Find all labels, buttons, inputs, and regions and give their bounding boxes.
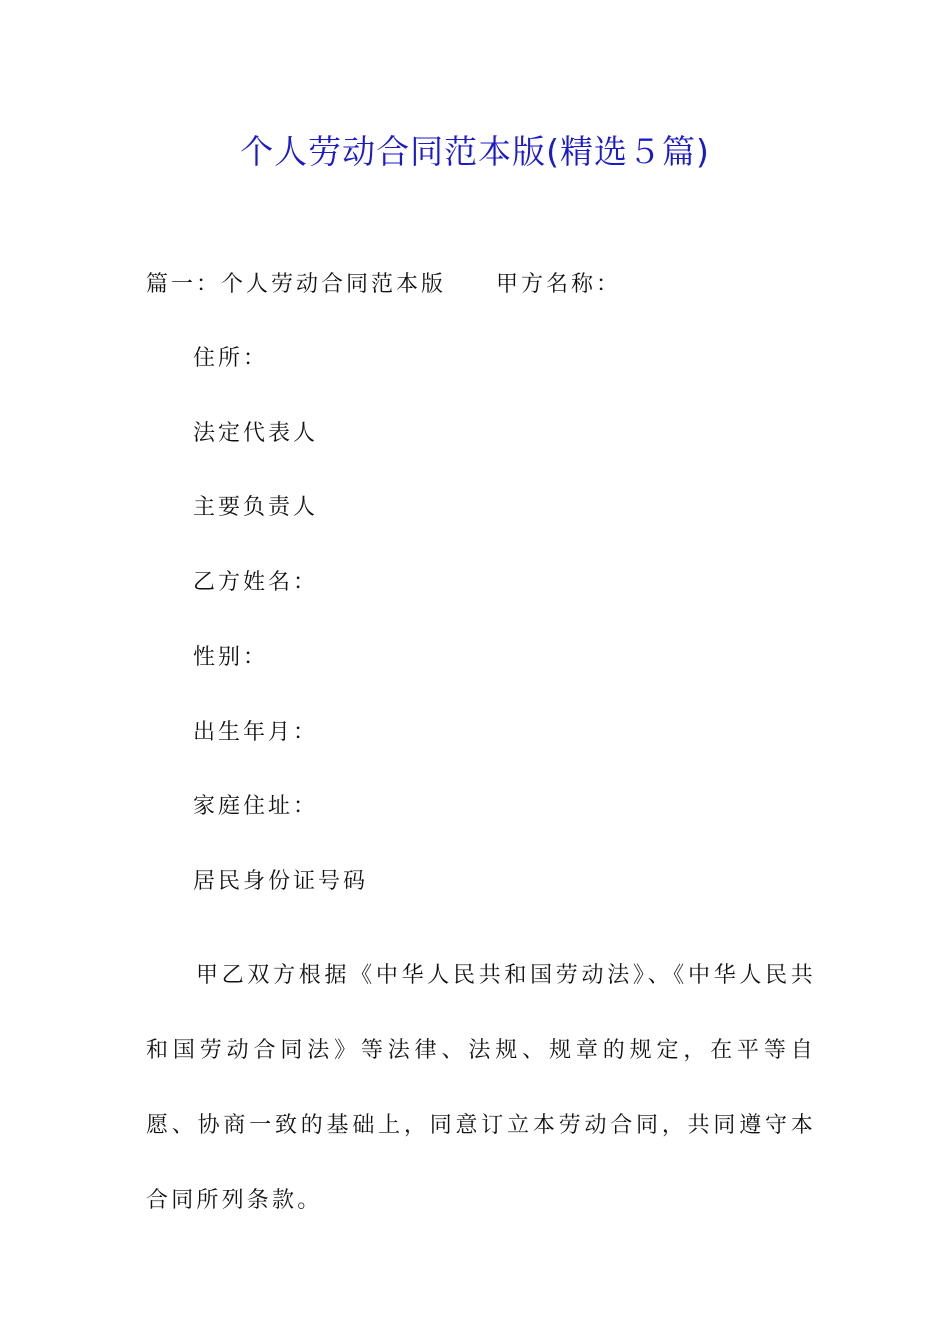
field-birth-date: 出生年月： [193, 720, 319, 745]
field-party-b-name: 乙方姓名： [193, 570, 319, 595]
field-gender: 性别： [193, 645, 269, 670]
field-principal: 主要负责人 [193, 495, 319, 520]
section-heading: 篇一：个人劳动合同范本版 [146, 272, 447, 297]
party-a-name-label: 甲方名称： [496, 272, 622, 297]
field-home-address: 家庭住址： [193, 794, 319, 819]
field-id-number: 居民身份证号码 [193, 869, 369, 894]
field-legal-representative: 法定代表人 [193, 421, 319, 446]
field-address: 住所： [193, 346, 269, 371]
document-title: 个人劳动合同范本版(精选５篇) [240, 132, 710, 171]
section-heading-line [146, 269, 621, 301]
body-paragraph: 甲乙双方根据《中华人民共和国劳动法》、《中华人民共和国劳动合同法》等法律、法规、规章的规定，在平等自愿、协商一致的基础上，同意订立本劳动合同，共同遵守本合同所列条款。 [146, 963, 816, 1213]
